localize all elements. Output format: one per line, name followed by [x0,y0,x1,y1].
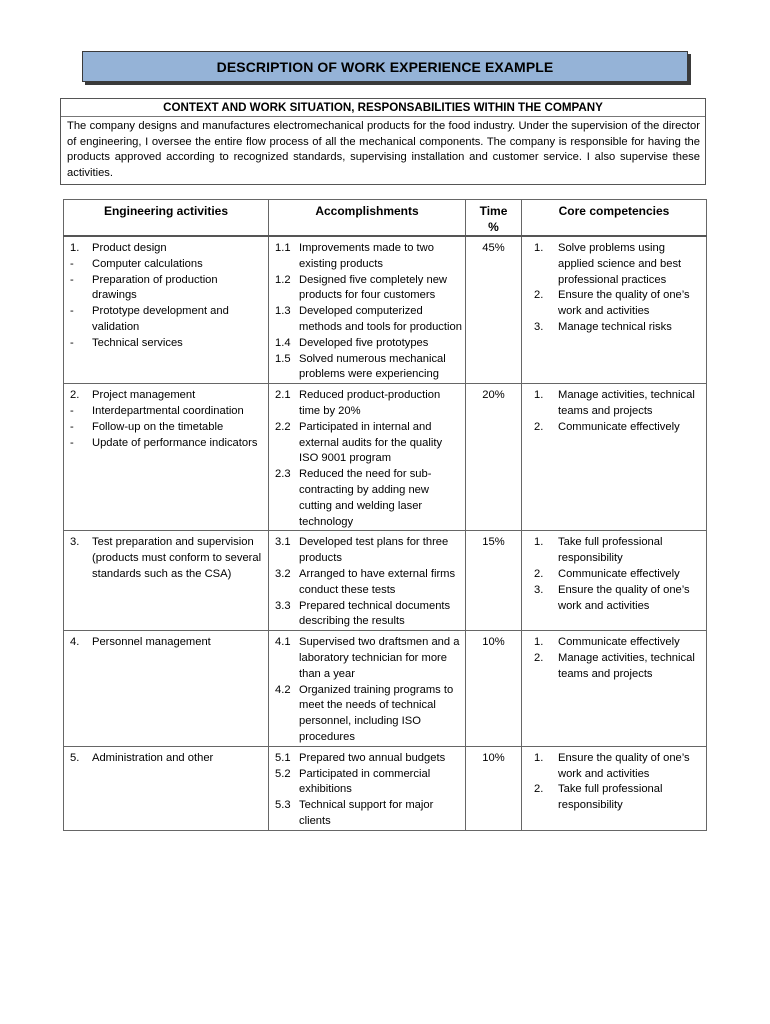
list-text: Technical support for major clients [299,799,434,827]
list-marker: 2. [70,389,80,402]
accomplishments-cell [269,531,466,631]
accomplishments-cell [269,746,466,830]
competencies-cell [522,531,707,631]
list-marker: 1.4 [275,336,291,349]
list-item [269,420,465,467]
list-item [64,420,268,436]
list-text: Communicate effectively [558,636,680,649]
list-text: Manage activities, technical teams and projects [558,651,695,680]
list-item [269,336,465,352]
time-cell: 10% [466,746,522,830]
list-item [522,535,706,567]
list-marker: 2. [534,420,544,433]
list-marker: 4. [70,636,80,649]
list-marker: 2.3 [275,468,291,481]
accomplishments-cell [269,631,466,747]
list-text: Test preparation and supervision (products must conform to several standards such as the CSA) [92,536,262,580]
header-engineering-activities: Engineering activities [64,200,269,237]
list-item [269,352,465,384]
list-marker: 2.1 [275,389,291,402]
list-marker: 1.3 [275,305,291,318]
list-marker: 5. [70,751,80,764]
list-item [522,288,706,320]
list-text: Reduced the need for sub-contracting by adding new cutting and welding laser technology [299,468,432,528]
list-item [522,241,706,288]
list-marker: 3. [534,320,544,333]
list-item [64,336,268,352]
activities-cell [64,384,269,531]
accomplishments-cell [269,384,466,531]
list-marker: 4.2 [275,683,291,696]
list-item [269,535,465,567]
list-text: Improvements made to two existing products [299,242,434,270]
list-marker: 1. [534,536,544,549]
list-marker: - [70,257,74,270]
document-title: DESCRIPTION OF WORK EXPERIENCE EXAMPLE [216,58,554,75]
header-time-unit: % [488,220,499,234]
header-accomplishments: Accomplishments [269,200,466,237]
list-item [269,567,465,599]
list-item [64,304,268,336]
list-text: Prepared technical documents describing the results [299,599,451,628]
header-core-competencies: Core competencies [522,200,707,237]
table-row [64,631,707,747]
list-text: Arranged to have external firms conduct these tests [299,567,456,596]
list-text: Communicate effectively [558,567,680,580]
list-marker: 1. [534,751,544,764]
list-item [269,798,465,830]
list-item [269,683,465,746]
list-text: Administration and other [92,751,214,764]
list-text: Product design [92,242,167,254]
list-item [269,304,465,336]
list-item [269,599,465,631]
list-text: Take full professional responsibility [558,536,663,565]
list-text: Preparation of production drawings [92,273,218,302]
list-text: Participated in commercial exhibitions [299,767,431,796]
list-text: Participated in internal and external audits for the quality ISO 9001 program [299,420,443,465]
list-text: Prototype development and validation [92,305,229,333]
list-text: Ensure the quality of one’s work and activities [558,289,690,318]
table-row [64,746,707,830]
list-item [64,535,268,582]
list-item [522,782,706,814]
list-item [522,583,706,615]
list-text: Follow-up on the timetable [92,420,224,433]
list-text: Developed computerized methods and tools for production [299,305,462,333]
list-marker: - [70,436,74,449]
list-text: Organized training programs to meet the needs of technical personnel, including ISO procedures [299,683,454,743]
document-title-box [82,51,688,82]
list-text: Take full professional responsibility [558,783,663,812]
experience-table [63,199,707,831]
time-cell: 15% [466,531,522,631]
list-marker: 1. [534,389,544,402]
list-item [522,567,706,583]
list-marker: 1.5 [275,352,291,365]
list-text: Prepared two annual budgets [299,751,446,764]
list-item [64,436,268,452]
list-marker: 1. [70,242,80,254]
list-text: Communicate effectively [558,420,680,433]
list-marker: 3.3 [275,599,291,612]
context-body: The company designs and manufactures electromechanical products for the food industry. Under the supervision of the director of engineering, I oversee the entire flow process of all the mechanical components. The company is responsible for having the products approved according to recognized standards, supervising installation and customer service. I also supervise these activities. [67,120,700,179]
time-cell: 10% [466,631,522,747]
context-heading: CONTEXT AND WORK SITUATION, RESPONSABILITIES WITHIN THE COMPANY [61,99,705,117]
list-item [64,257,268,273]
list-item [64,241,268,257]
activities-cell [64,631,269,747]
list-marker: 5.2 [275,767,291,780]
list-item [269,388,465,420]
list-text: Reduced product-production time by 20% [299,389,441,417]
list-text: Manage technical risks [558,320,672,333]
list-marker: - [70,336,74,349]
competencies-cell [522,746,707,830]
list-text: Technical services [92,336,183,349]
list-item [269,751,465,767]
list-marker: 4.1 [275,636,291,649]
list-item [522,635,706,651]
list-item [64,751,268,767]
table-header-row [64,200,707,237]
list-item [64,388,268,404]
list-text: Update of performance indicators [92,436,258,449]
competencies-cell [522,384,707,531]
activities-cell [64,236,269,384]
list-item [269,273,465,305]
list-item [522,320,706,336]
list-marker: 3. [70,536,80,549]
table-row [64,384,707,531]
list-marker: 1.1 [275,242,291,254]
list-marker: 2. [534,651,544,664]
list-marker: 3.2 [275,567,291,580]
time-cell: 20% [466,384,522,531]
list-item [522,388,706,420]
header-time-label: Time [479,204,508,218]
list-item [64,404,268,420]
list-marker: 5.1 [275,751,291,764]
list-item [64,273,268,305]
list-marker: 5.3 [275,799,291,812]
list-text: Manage activities, technical teams and projects [558,389,695,417]
list-marker: 2. [534,783,544,796]
list-text: Supervised two draftsmen and a laboratory technician for more than a year [299,636,460,680]
list-item [522,420,706,436]
list-marker: - [70,273,74,286]
accomplishments-cell [269,236,466,384]
table-body [64,236,707,830]
list-item [269,467,465,530]
list-item [269,241,465,273]
table-row [64,531,707,631]
list-item [522,651,706,683]
list-marker: 1. [534,636,544,649]
list-marker: 1.2 [275,273,291,286]
list-item [522,751,706,783]
competencies-cell [522,236,707,384]
activities-cell [64,746,269,830]
list-item [269,767,465,799]
list-marker: - [70,420,74,433]
list-marker: 2.2 [275,420,291,433]
list-item [64,635,268,651]
competencies-cell [522,631,707,747]
activities-cell [64,531,269,631]
list-text: Solved numerous mechanical problems were experiencing [299,352,446,381]
list-text: Ensure the quality of one’s work and activities [558,583,690,612]
list-text: Computer calculations [92,257,203,270]
context-section [60,98,706,185]
list-marker: 3.1 [275,536,291,549]
list-marker: 2. [534,289,544,302]
list-marker: 2. [534,567,544,580]
list-text: Designed five completely new products for four customers [299,273,447,302]
list-text: Personnel management [92,636,211,649]
list-text: Project management [92,389,196,402]
header-time [466,200,522,237]
table-row [64,236,707,384]
list-text: Ensure the quality of one’s work and activities [558,751,690,780]
list-text: Solve problems using applied science and best professional practices [558,242,682,286]
list-marker: - [70,404,74,417]
time-cell: 45% [466,236,522,384]
list-text: Developed test plans for three products [299,536,449,565]
list-marker: 1. [534,242,544,254]
list-marker: - [70,305,74,318]
list-item [269,635,465,682]
list-text: Developed five prototypes [299,336,429,349]
list-text: Interdepartmental coordination [92,404,244,417]
list-marker: 3. [534,583,544,596]
